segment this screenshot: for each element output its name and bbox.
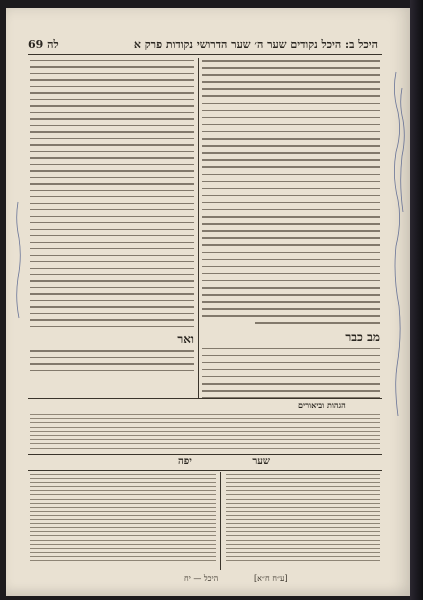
commentary-right-column — [226, 474, 380, 570]
handwritten-left-note — [8, 198, 28, 338]
main-text-column — [202, 60, 380, 398]
footer-signature: היכל — יח — [184, 574, 219, 583]
footnotes-block — [30, 406, 380, 452]
commentary-top-rule — [28, 454, 382, 455]
column-divider — [198, 58, 199, 398]
page-footer — [184, 574, 288, 583]
book-binding — [410, 0, 423, 600]
commentary-header — [28, 456, 378, 470]
notes-label: הגהות וביאורים — [298, 400, 346, 410]
section-heading: מב כבר — [345, 329, 380, 344]
side-heading: ואר — [177, 332, 194, 347]
footer-range: [ע״ח ח״א] — [254, 574, 288, 583]
handwritten-margin-note — [382, 68, 408, 428]
book-page — [6, 8, 410, 596]
commentary-divider — [220, 472, 221, 570]
commentary-header-rule — [28, 470, 382, 471]
page-number: לה 69 — [28, 38, 59, 51]
header-title: היכל ב: היכל נקודים שער ה׳ שער הדרושי נקודות פרק א — [133, 38, 378, 51]
commentary-left-title: יפה — [178, 456, 192, 467]
notes-rule — [28, 398, 382, 399]
commentary-right-title: שער — [252, 456, 270, 467]
commentary-left-column — [30, 474, 216, 570]
running-header — [28, 38, 378, 52]
header-rule — [28, 54, 382, 55]
side-text-column — [30, 60, 194, 398]
